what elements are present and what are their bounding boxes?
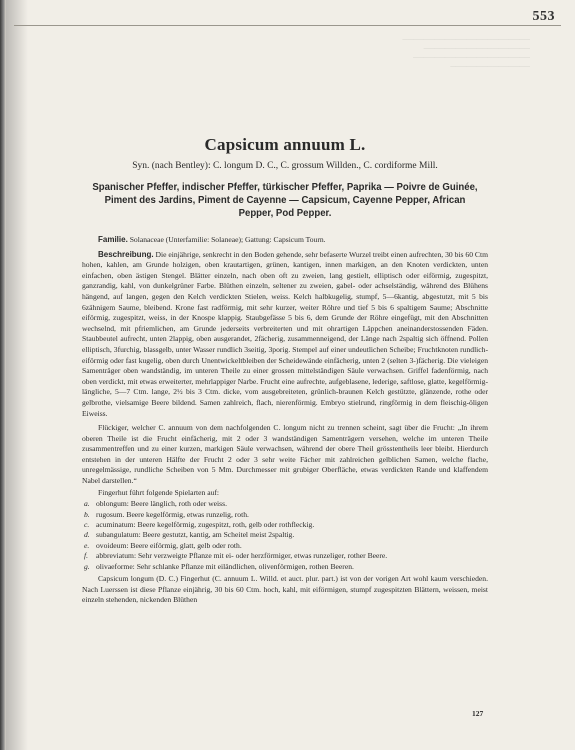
variety-item — [84, 510, 488, 520]
variety-item — [84, 530, 488, 540]
variety-letter: c. — [84, 520, 90, 530]
variety-text: rugosum. Beere kegelförmig, etwas runzelig, roth. — [96, 509, 249, 519]
variety-letter: e. — [84, 540, 90, 550]
variety-text: acuminatum: Beere kegelförmig, zugespitzt, roth, gelb oder rothfleckig. — [96, 520, 315, 530]
varieties-intro: Fingerhut führt folgende Spielarten auf: — [98, 487, 220, 497]
variety-text: abbreviatum: Sehr verzweigte Pflanze mit ei- oder herzförmiger, etwas runzeliger, rother Beere. — [96, 551, 388, 561]
variety-letter: g. — [84, 561, 90, 571]
variety-item — [84, 520, 488, 530]
variety-text: oblongum: Beere länglich, roth oder weiss. — [96, 499, 227, 509]
beschreibung-text: Die einjährige, senkrecht in den Boden gehende, sehr befaserte Wurzel treibt einen aufrechten, 30 bis 60 Ctm hohen, kahlen, am Grunde holzigen, oben krautartigen, grünen, kantigen, innen markigen, an den Knoten verdickten, unten einfachen, oben ästigen Stengel. Blätter einzeln, nach oben oft zu zweien, lang gestielt, elliptisch oder eiförmig, zugespitzt, ganzrandig, kahl, von dunkelgrüner Farbe. Blüthen einzeln, seltener zu zweien, gabel- oder achselständig, während des Blühens hängend, auf langen, gegen den Kelch verdickten Stielen, weiss. Kelch halbkugelig, stumpf, 5—6kantig, abgestutzt, mit 5 bis 6zähnigem Saume, bleibend. Krone fast radförmig, mit sehr kurzer, weiter Röhre und tief 5 bis 6 spaltigem Saume; Abschnitte eiförmig, zugespitzt, weiss, in der Knospe klappig. Staubgefässe 5 bis 6, dem Grunde der Röhre eingefügt, mit den Abschnitten wechselnd, mit pfriemlichen, am Grunde jederseits verbreiterten und mit ohrartigen Läppchen aneinanderstossenden Fäden. Staubbeutel aufrecht, unten 2lappig, oben ausgerandet, 2fächerig, zusammenneigend, der Länge nach 2spaltig sich öffnend. Pollen elliptisch, 3furchig, blassgelb, unter Wasser rundlich 3seitig, 3porig. Stempel auf einer undeutlichen Scheibe; Fruchtknoten rundlich-eiförmig oder fast kugelig, oben durch Unentwickeltbleiben der Scheidewände einfächerig, unten 2 (selten 3-)fächerig. Die vieleigen Samenträger oben wandständig, im unteren Theile zu einer grossen mittelständigen Säule verwachsen. Griffel fadenförmig, nach oben verdickt, mit etwas erweiterter, mehrlappiger Narbe. Frucht eine aufrechte, aufgeblasene, lederige, saftlose, glatte, kegelförmig-längliche, 5—7 Ctm. lange, 2½ bis 3 Ctm. dicke, vom ausgebreiteten, grünlich-braunen Kelch gestützte, glänzende, rothe oder gelbrothe, vielsamige Beere bildend. Samen zahlreich, flach, nierenförmig. Embryo stielrund, ringförmig in dem fleischig-öligen Eiweiss. — [82, 249, 488, 418]
article-body — [82, 135, 488, 606]
familie-label: Familie. — [98, 235, 128, 244]
flueckiger-paragraph: Flückiger, welcher C. annuum von dem nachfolgenden C. longum nicht zu trennen scheint, sagt über die Frucht: „In ihrem oberen Theile ist die Frucht einfächerig, mit 2 oder 3 wandständigen Samenträgern versehen, welche im unteren Theile zusammentreffen und zu einer kurzen, markigen Säule verwachsen, während der obere Theil grösstentheils leer bleibt. Hierdurch entstehen in der unteren Hälfte der Frucht 2 oder 3 sehr weite Fächer mit zahlreichen gelblichen Samen, welche flache, unregelmässige, rundliche Scheiben von 5 Mm. Durchmesser mit grubiger Oberfläche, etwas verdickten Rande und klaffendem Nabel darstellen.“ — [82, 423, 488, 486]
beschreibung-paragraph — [82, 250, 488, 420]
common-names: Spanischer Pfeffer, indischer Pfeffer, türkischer Pfeffer, Paprika — Poivre de Guinée, Piment des Jardins, Piment de Cayenne — Capsicum, Cayenne Pepper, African Pepper, Pod Pepper. — [92, 182, 478, 219]
familie-text: Solanaceae (Unterfamilie: Solaneae); Gattung: Capsicum Tourn. — [129, 235, 326, 244]
variety-text: subangulatum: Beere gestutzt, kantig, am Scheitel meist 2spaltig. — [96, 530, 295, 540]
variety-text: olivaeforme: Sehr schlanke Pflanze mit eiländlichen, olivenförmigen, rothen Beeren. — [96, 561, 354, 571]
variety-letter: f. — [84, 551, 89, 561]
variety-item — [84, 551, 488, 561]
variety-letter: a. — [84, 499, 90, 509]
variety-letter: b. — [84, 509, 90, 519]
capsicum-longum-paragraph: Capsicum longum (D. C.) Fingerhut (C. annuum L. Willd. et auct. plur. part.) ist von der vorigen Art wohl kaum verschieden. Nach Luerssen ist diese Pflanze einjährig, 30 bis 60 Ctm. hoch, kahl, mit eiförmigen, stumpf zugespitzten Blättern, weissen, meist einzeln stehenden, nickenden Blüthen — [82, 574, 488, 605]
variety-item — [84, 541, 488, 551]
page-number: 553 — [532, 9, 555, 24]
variety-item — [84, 499, 488, 509]
beschreibung-label: Beschreibung. — [98, 249, 154, 259]
gutter-shadow — [6, 0, 28, 750]
header-rule — [14, 25, 561, 26]
varieties-list — [84, 499, 488, 572]
article-title: Capsicum annuum L. — [204, 135, 366, 154]
show-through-text: ──────────────────────── ──────────────────── ────────────────────── ─────────────── — [402, 35, 530, 71]
variety-text: ovoideum: Beere eiförmig, glatt, gelb oder roth. — [96, 540, 242, 550]
familie-paragraph — [82, 235, 488, 246]
variety-letter: d. — [84, 530, 90, 540]
variety-item — [84, 562, 488, 572]
sheet-number: 127 — [472, 709, 484, 718]
synonyms-line: Syn. (nach Bentley): C. longum D. C., C. grossum Willden., C. cordiforme Mill. — [132, 161, 438, 171]
